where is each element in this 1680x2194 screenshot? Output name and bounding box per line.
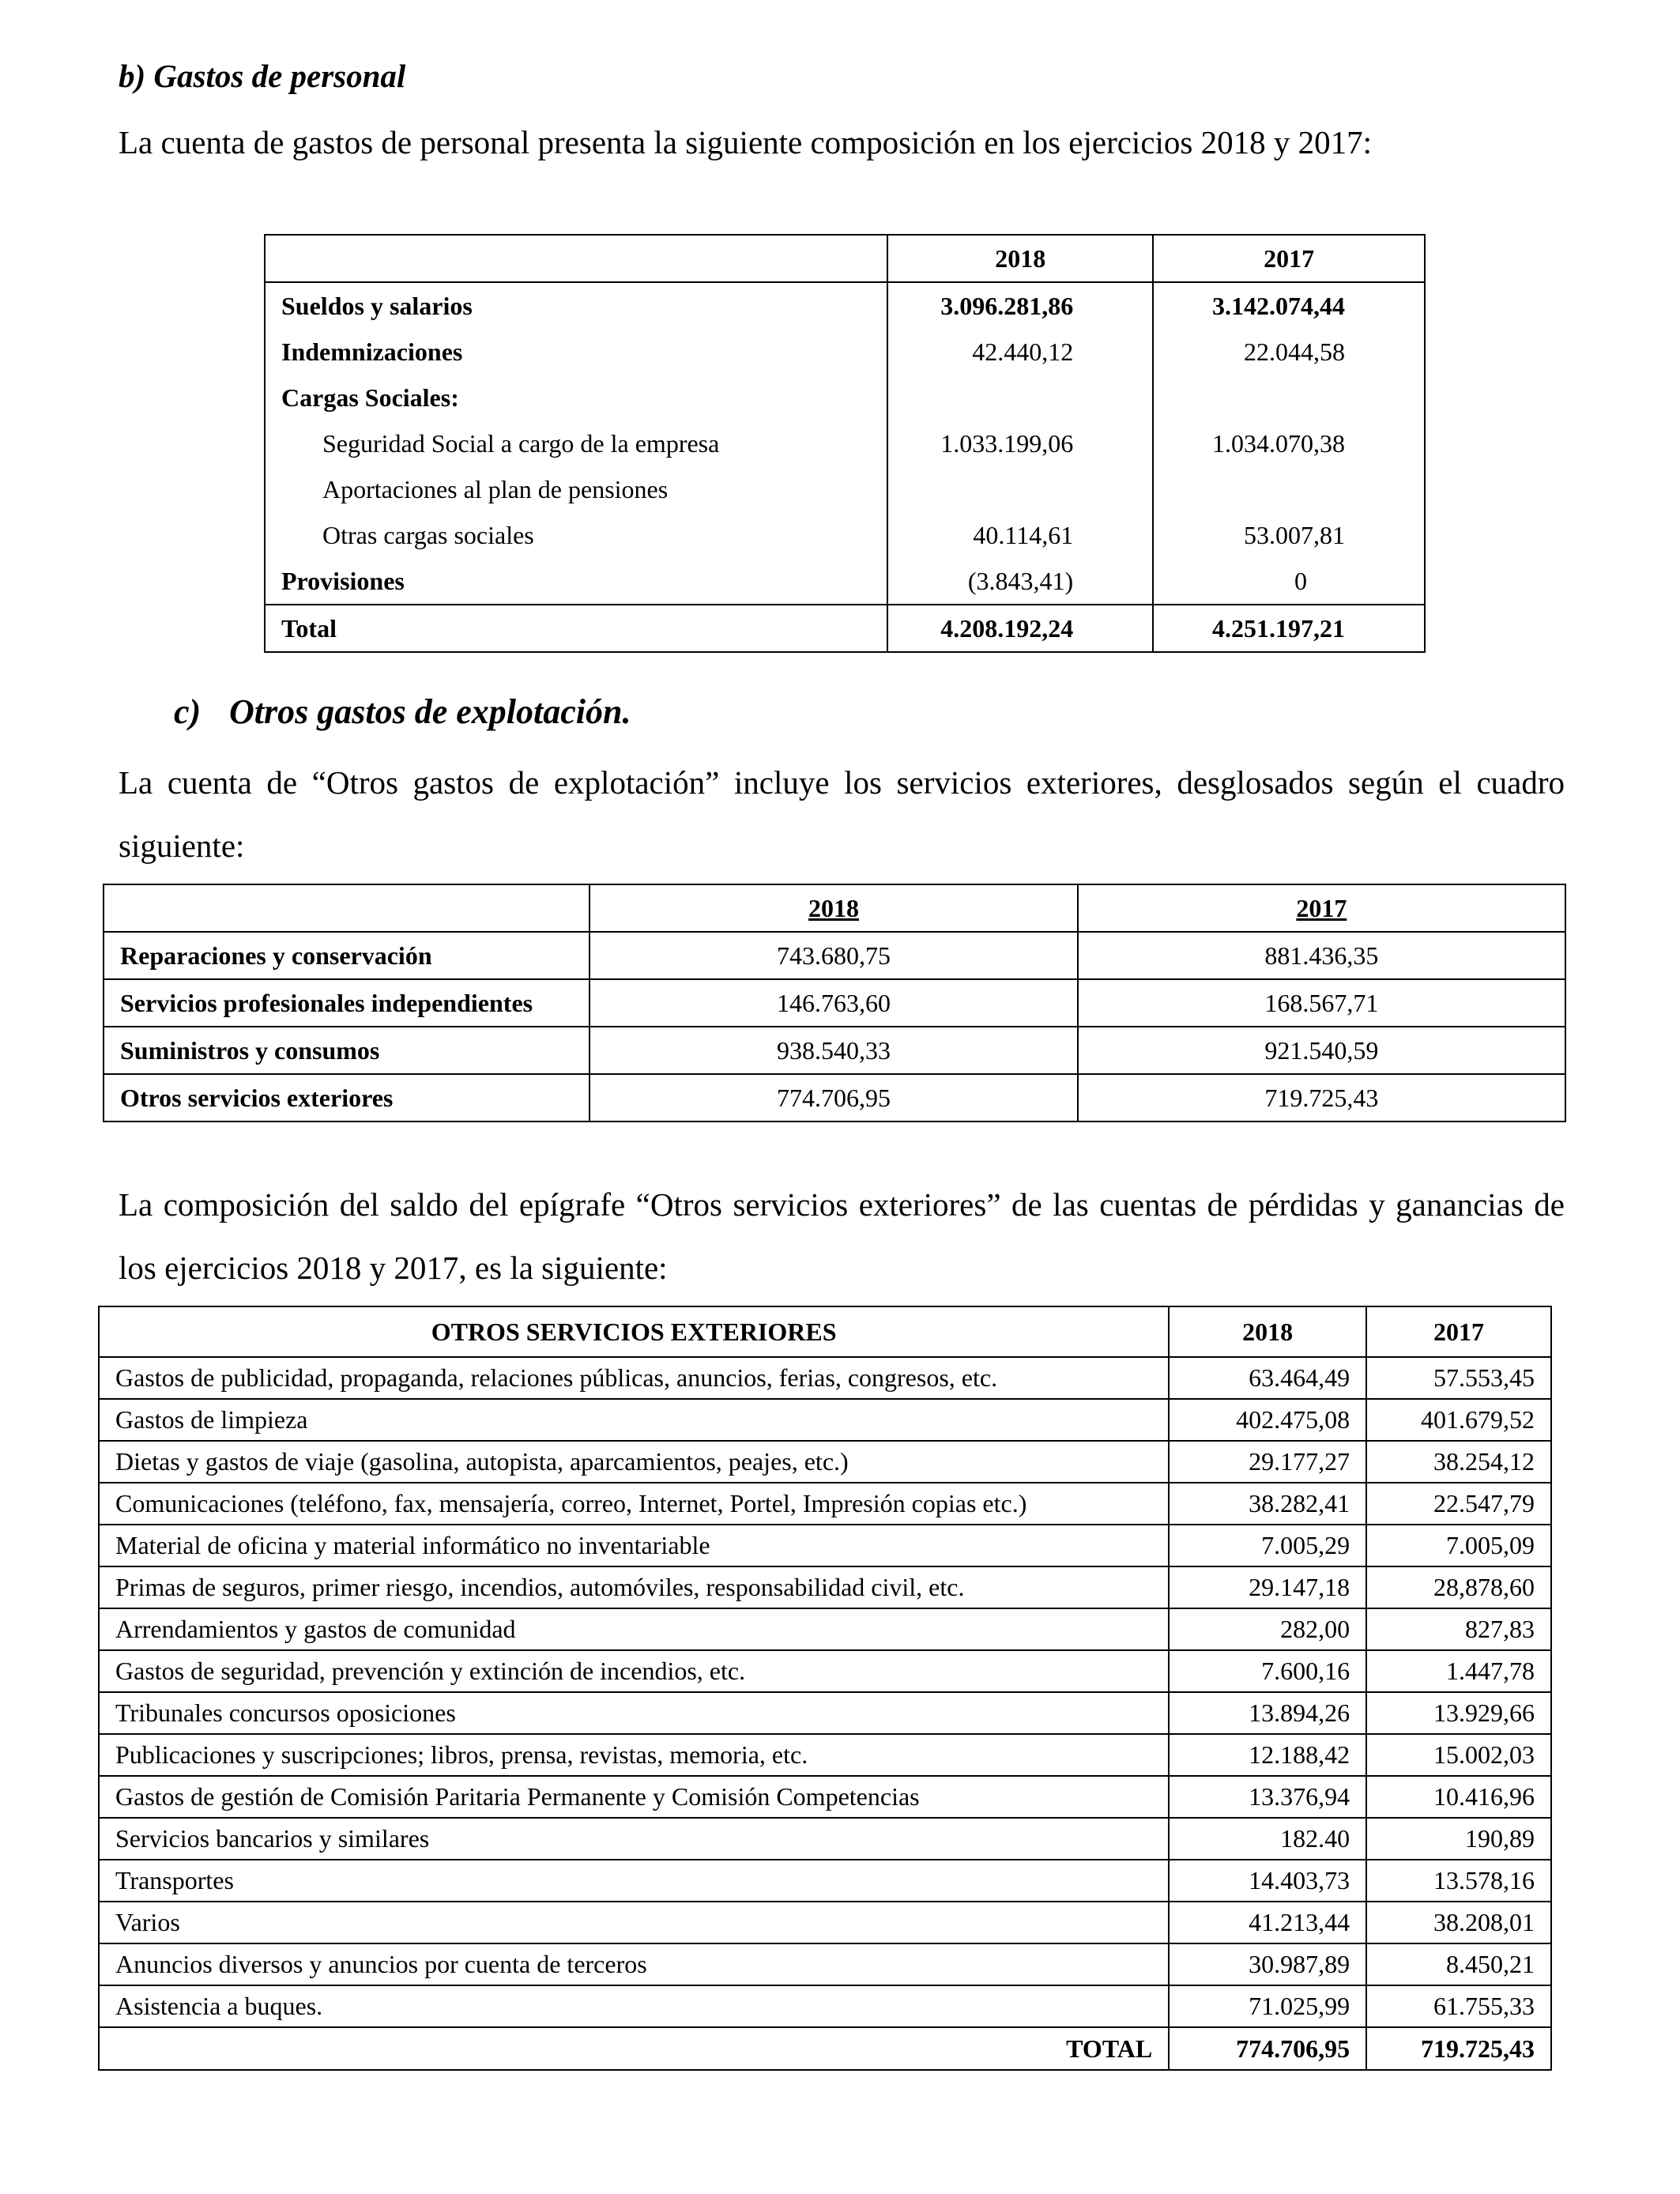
value-2018: 1.033.199,06	[887, 420, 1153, 466]
value-2018: 12.188,42	[1169, 1734, 1366, 1776]
value-2017: 10.416,96	[1366, 1776, 1551, 1818]
row-label: Comunicaciones (teléfono, fax, mensajería, correo, Internet, Portel, Impresión copias etc.)	[99, 1483, 1169, 1525]
other-operating-expenses-table	[103, 884, 1566, 1122]
value-2018: 29.177,27	[1169, 1441, 1366, 1483]
row-label: Suministros y consumos	[104, 1027, 590, 1074]
table-row	[265, 282, 1425, 329]
header-2017: 2017	[1078, 884, 1565, 932]
value-2017: 401.679,52	[1366, 1399, 1551, 1441]
header-empty	[265, 235, 887, 282]
row-label: Primas de seguros, primer riesgo, incendios, automóviles, responsabilidad civil, etc.	[99, 1566, 1169, 1608]
section-b-intro: La cuenta de gastos de personal presenta la siguiente composición en los ejercicios 2018 y 2017:	[119, 124, 1373, 160]
table-row	[99, 1692, 1551, 1734]
row-label: Gastos de publicidad, propaganda, relaciones públicas, anuncios, ferias, congresos, etc.	[99, 1357, 1169, 1399]
table-row	[99, 1608, 1551, 1650]
row-label: Provisiones	[281, 566, 405, 595]
table-row	[265, 420, 1425, 466]
table-row	[99, 1525, 1551, 1566]
value-2018: 38.282,41	[1169, 1483, 1366, 1525]
table-row	[265, 329, 1425, 375]
row-label: Otros servicios exteriores	[104, 1074, 590, 1122]
table-row	[99, 1399, 1551, 1441]
table-row	[99, 1943, 1551, 1985]
personnel-expenses-table	[264, 234, 1426, 653]
header-2017: 2017	[1366, 1306, 1551, 1357]
table-row	[99, 1776, 1551, 1818]
table-row	[104, 1027, 1565, 1074]
row-label: Seguridad Social a cargo de la empresa	[322, 428, 720, 458]
header-empty	[104, 884, 590, 932]
section-c-intro: La cuenta de “Otros gastos de explotación” incluye los servicios exteriores, desglosados según el cuadro siguiente:	[119, 764, 1565, 864]
table-row	[99, 1566, 1551, 1608]
row-label: Transportes	[99, 1860, 1169, 1902]
table-row	[99, 1357, 1551, 1399]
total-2018: 4.208.192,24	[887, 605, 1153, 652]
value-2017: 57.553,45	[1366, 1357, 1551, 1399]
total-2018: 774.706,95	[1169, 2027, 1366, 2070]
value-2017: 8.450,21	[1366, 1943, 1551, 1985]
table-row	[265, 375, 1425, 420]
value-2017: 53.007,81	[1153, 512, 1425, 558]
table-row	[265, 512, 1425, 558]
row-label: Reparaciones y conservación	[104, 932, 590, 979]
row-label: Arrendamientos y gastos de comunidad	[99, 1608, 1169, 1650]
value-2018: 743.680,75	[590, 932, 1077, 979]
table-header-row	[104, 884, 1565, 932]
value-2017: 0	[1153, 558, 1425, 605]
value-2017	[1153, 375, 1425, 420]
value-2018: 13.376,94	[1169, 1776, 1366, 1818]
value-2017: 22.044,58	[1153, 329, 1425, 375]
total-row	[265, 605, 1425, 652]
value-2018: 13.894,26	[1169, 1692, 1366, 1734]
row-label: Servicios profesionales independientes	[104, 979, 590, 1027]
value-2018: 402.475,08	[1169, 1399, 1366, 1441]
table-header-row	[99, 1306, 1551, 1357]
value-2018: 774.706,95	[590, 1074, 1077, 1122]
row-label: Servicios bancarios y similares	[99, 1818, 1169, 1860]
value-2018: 7.600,16	[1169, 1650, 1366, 1692]
value-2017: 168.567,71	[1078, 979, 1565, 1027]
value-2017: 719.725,43	[1078, 1074, 1565, 1122]
section-c-label: c)	[174, 692, 202, 731]
header-2018: 2018	[887, 235, 1153, 282]
table-row	[104, 1074, 1565, 1122]
value-2018: 40.114,61	[887, 512, 1153, 558]
row-label: Publicaciones y suscripciones; libros, prensa, revistas, memoria, etc.	[99, 1734, 1169, 1776]
total-label: TOTAL	[99, 2027, 1169, 2070]
table-row	[265, 558, 1425, 605]
value-2017	[1153, 466, 1425, 512]
total-row	[99, 2027, 1551, 2070]
row-label: Dietas y gastos de viaje (gasolina, autopista, aparcamientos, peajes, etc.)	[99, 1441, 1169, 1483]
value-2018: 7.005,29	[1169, 1525, 1366, 1566]
value-2017: 22.547,79	[1366, 1483, 1551, 1525]
value-2018: 938.540,33	[590, 1027, 1077, 1074]
value-2018	[887, 375, 1153, 420]
row-label: Cargas Sociales:	[281, 383, 459, 412]
value-2017: 190,89	[1366, 1818, 1551, 1860]
value-2017: 28,878,60	[1366, 1566, 1551, 1608]
value-2018	[887, 466, 1153, 512]
value-2018: 63.464,49	[1169, 1357, 1366, 1399]
value-2018: 42.440,12	[887, 329, 1153, 375]
table-header-row	[265, 235, 1425, 282]
table-row	[99, 1818, 1551, 1860]
value-2017: 1.447,78	[1366, 1650, 1551, 1692]
table-row	[99, 1483, 1551, 1525]
value-2018: 29.147,18	[1169, 1566, 1366, 1608]
table-row	[99, 1902, 1551, 1943]
row-label: Sueldos y salarios	[281, 291, 473, 320]
row-label: Material de oficina y material informático no inventariable	[99, 1525, 1169, 1566]
detail-intro: La composición del saldo del epígrafe “Otros servicios exteriores” de las cuentas de pérdidas y ganancias de los ejercicios 2018 y 2017, es la siguiente:	[119, 1186, 1565, 1286]
value-2018: 30.987,89	[1169, 1943, 1366, 1985]
table-row	[99, 1441, 1551, 1483]
row-label: Anuncios diversos y anuncios por cuenta de terceros	[99, 1943, 1169, 1985]
value-2018: 3.096.281,86	[887, 282, 1153, 329]
table-row	[99, 1734, 1551, 1776]
section-b-heading: b) Gastos de personal	[119, 58, 406, 94]
total-2017: 4.251.197,21	[1153, 605, 1425, 652]
other-external-services-table	[98, 1306, 1552, 2071]
value-2017: 38.208,01	[1366, 1902, 1551, 1943]
header-title: OTROS SERVICIOS EXTERIORES	[99, 1306, 1169, 1357]
value-2018: (3.843,41)	[887, 558, 1153, 605]
table-row	[99, 1650, 1551, 1692]
total-label: Total	[265, 605, 887, 652]
table-row	[265, 466, 1425, 512]
table-row	[104, 979, 1565, 1027]
value-2017: 61.755,33	[1366, 1985, 1551, 2027]
row-label: Aportaciones al plan de pensiones	[322, 474, 669, 503]
row-label: Asistencia a buques.	[99, 1985, 1169, 2027]
header-2018: 2018	[1169, 1306, 1366, 1357]
row-label: Otras cargas sociales	[322, 520, 534, 549]
header-2018: 2018	[590, 884, 1077, 932]
section-c-heading	[174, 692, 631, 732]
row-label: Varios	[99, 1902, 1169, 1943]
value-2017: 881.436,35	[1078, 932, 1565, 979]
section-c-title: Otros gastos de explotación.	[229, 692, 631, 731]
table-row	[99, 1985, 1551, 2027]
row-label: Gastos de seguridad, prevención y extinción de incendios, etc.	[99, 1650, 1169, 1692]
value-2017: 7.005,09	[1366, 1525, 1551, 1566]
value-2017: 13.929,66	[1366, 1692, 1551, 1734]
total-2017: 719.725,43	[1366, 2027, 1551, 2070]
value-2017: 13.578,16	[1366, 1860, 1551, 1902]
value-2018: 146.763,60	[590, 979, 1077, 1027]
table-row	[99, 1860, 1551, 1902]
value-2017: 921.540,59	[1078, 1027, 1565, 1074]
value-2018: 71.025,99	[1169, 1985, 1366, 2027]
value-2017: 1.034.070,38	[1153, 420, 1425, 466]
value-2017: 15.002,03	[1366, 1734, 1551, 1776]
value-2017: 3.142.074,44	[1153, 282, 1425, 329]
value-2018: 282,00	[1169, 1608, 1366, 1650]
row-label: Gastos de limpieza	[99, 1399, 1169, 1441]
value-2017: 827,83	[1366, 1608, 1551, 1650]
value-2018: 182.40	[1169, 1818, 1366, 1860]
row-label: Tribunales concursos oposiciones	[99, 1692, 1169, 1734]
value-2017: 38.254,12	[1366, 1441, 1551, 1483]
table-row	[104, 932, 1565, 979]
header-2017: 2017	[1153, 235, 1425, 282]
value-2018: 41.213,44	[1169, 1902, 1366, 1943]
row-label: Gastos de gestión de Comisión Paritaria Permanente y Comisión Competencias	[99, 1776, 1169, 1818]
row-label: Indemnizaciones	[281, 337, 463, 366]
value-2018: 14.403,73	[1169, 1860, 1366, 1902]
